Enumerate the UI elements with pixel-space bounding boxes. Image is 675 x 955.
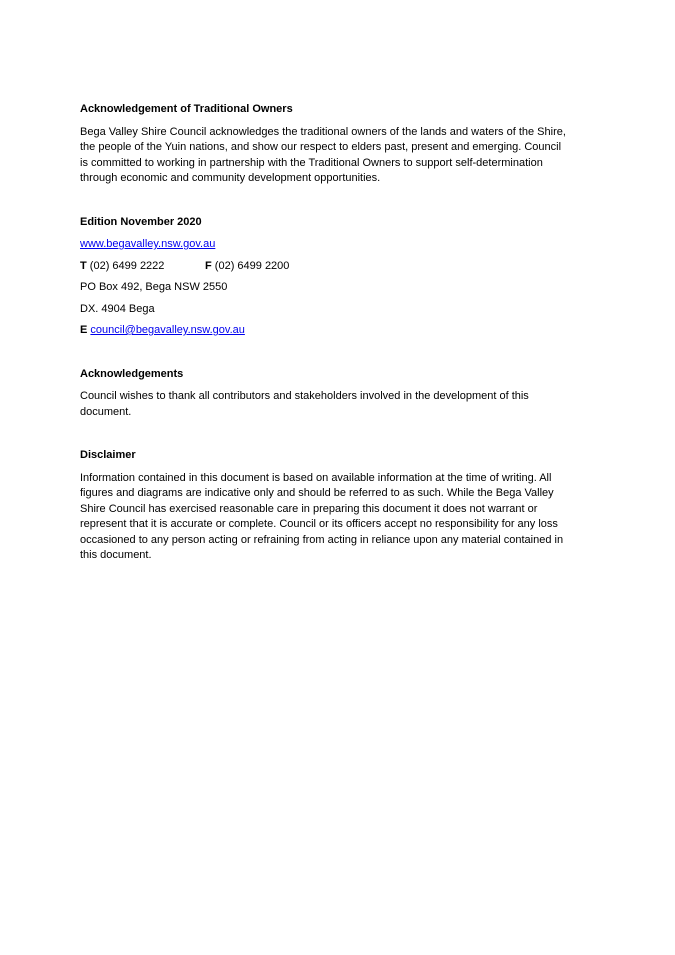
- website-line: [80, 237, 570, 253]
- document-page: [80, 102, 570, 592]
- email-link[interactable]: council@begavalley.nsw.gov.au: [90, 324, 245, 336]
- acknowledgements-heading: Acknowledgements: [80, 367, 184, 380]
- phone-fax-line: [80, 259, 570, 275]
- acknowledgements-text: Council wishes to thank all contributors and stakeholders involved in the development of this document.: [80, 390, 529, 418]
- fax-label: F: [205, 259, 212, 272]
- email-line: [80, 323, 570, 339]
- fax-number: (02) 6499 2200: [214, 259, 290, 272]
- edition-heading: Edition November 2020: [80, 215, 202, 228]
- email-label: E: [80, 324, 88, 336]
- acknowledgements-section: [80, 367, 570, 421]
- edition-section: [80, 215, 570, 339]
- phone-group: [80, 259, 205, 275]
- phone-label: T: [80, 259, 87, 272]
- website-link[interactable]: www.begavalley.nsw.gov.au: [80, 238, 216, 250]
- traditional-owners-section: [80, 102, 570, 187]
- dx-line: DX. 4904 Bega: [80, 302, 155, 315]
- traditional-owners-text: Bega Valley Shire Council acknowledges the traditional owners of the lands and waters of the Shire, the people of the Yuin nations, and show our respect to elders past, present and emerging. Council is committed to working in partnership with the Traditional Owners to support self-determination through economic and community development opportunities.: [80, 125, 566, 184]
- disclaimer-heading: Disclaimer: [80, 449, 136, 461]
- po-box-line: PO Box 492, Bega NSW 2550: [80, 281, 228, 293]
- traditional-owners-heading: Acknowledgement of Traditional Owners: [80, 103, 293, 115]
- phone-number: (02) 6499 2222: [89, 259, 165, 272]
- disclaimer-section: [80, 448, 570, 564]
- disclaimer-text: Information contained in this document is based on available information at the time of writing. All figures and diagrams are indicative only and should be referred to as such. While the Bega Valley Shire Council has exercised reasonable care in preparing this document it does not warrant or represent that it is accurate or complete. Council or its officers accept no responsibility for any loss occasioned to any person acting or refraining from acting in reliance upon any material contained in this document.: [80, 471, 564, 561]
